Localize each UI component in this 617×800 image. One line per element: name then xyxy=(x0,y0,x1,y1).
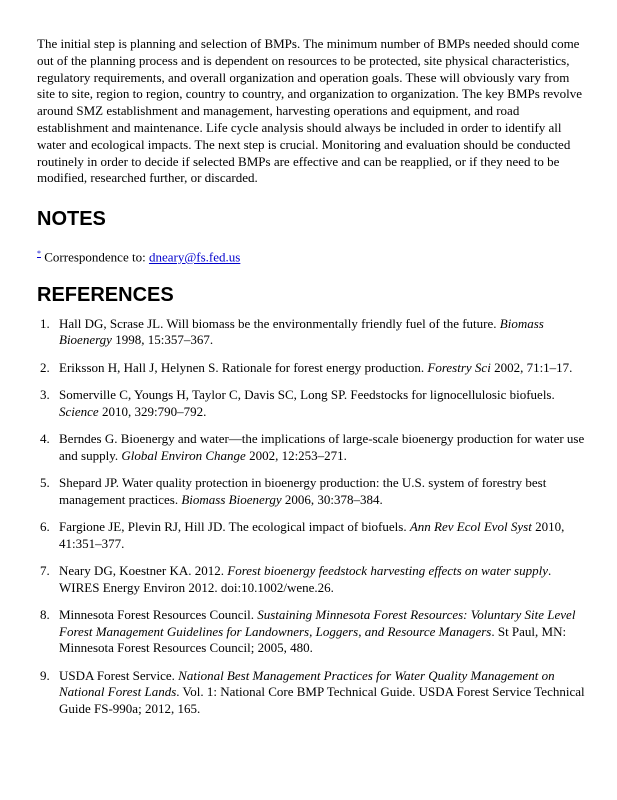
reference-source: Biomass Bioenergy xyxy=(59,315,544,347)
reference-item-3 xyxy=(37,387,587,420)
reference-number: 3. xyxy=(40,387,50,402)
reference-source: Forest bioenergy feedstock harvesting effects on water supply xyxy=(227,563,548,578)
note-marker-link[interactable]: * xyxy=(37,249,41,259)
reference-item-4 xyxy=(37,431,587,464)
reference-item-1 xyxy=(37,316,587,349)
reference-source: Global Environ Change xyxy=(121,447,246,463)
reference-number: 2. xyxy=(40,359,50,375)
reference-number: 6. xyxy=(40,519,50,534)
reference-number: 9. xyxy=(40,667,50,683)
reference-source: National Best Management Practices for Water Quality Management on National Forest Lands xyxy=(59,667,555,699)
notes-heading: NOTES xyxy=(37,208,106,231)
reference-number: 1. xyxy=(40,315,50,331)
reference-authors: Berndes G. Bioenergy and water—the implications of large-scale bioenergy production for water use and supply. xyxy=(59,431,585,463)
reference-authors: Neary DG, Koestner KA. 2012. xyxy=(59,563,228,578)
reference-authors: Somerville C, Youngs H, Taylor C, Davis SC, Long SP. Feedstocks for lignocellulosic biofuels. xyxy=(59,387,555,402)
reference-details: . St Paul, MN: Minnesota Forest Resources Council; 2005, 480. xyxy=(59,623,567,655)
reference-details: 1998, 15:357–367. xyxy=(111,332,214,347)
reference-number: 7. xyxy=(40,563,50,578)
correspondence-label: Correspondence to: xyxy=(44,249,146,265)
reference-source: Forestry Sci xyxy=(427,359,491,375)
reference-authors: USDA Forest Service. xyxy=(59,667,179,683)
reference-item-7 xyxy=(37,563,587,596)
reference-authors: Fargione JE, Plevin RJ, Hill JD. The ecological impact of biofuels. xyxy=(59,519,410,534)
reference-details: 2002, 71:1–17. xyxy=(490,359,573,375)
reference-authors: Minnesota Forest Resources Council. xyxy=(59,607,258,622)
references-heading: REFERENCES xyxy=(37,283,174,306)
reference-item-9 xyxy=(37,668,587,718)
reference-details: 2006, 30:378–384. xyxy=(281,491,383,507)
reference-source: Sustaining Minnesota Forest Resources: Voluntary Site Level Forest Management Guidelines for Landowners, Loggers, and Resource Managers xyxy=(59,607,576,639)
reference-number: 4. xyxy=(40,431,50,446)
reference-item-8 xyxy=(37,607,587,657)
reference-list xyxy=(37,316,587,718)
reference-source: Biomass Bioenergy xyxy=(181,491,282,507)
correspondence-note xyxy=(37,245,587,265)
note-marker xyxy=(37,247,41,259)
reference-number: 8. xyxy=(40,607,50,622)
reference-details: 2010, 329:790–792. xyxy=(98,403,207,419)
reference-source: Science xyxy=(59,403,99,419)
reference-details: . Vol. 1: National Core BMP Technical Guide. USDA Forest Service Technical Guide FS-990a; 2012, 165. xyxy=(59,684,585,716)
reference-authors: Shepard JP. Water quality protection in bioenergy production: the U.S. system of forestry best management practices. xyxy=(59,475,547,507)
reference-details: 2010, 41:351–377. xyxy=(59,519,565,551)
reference-authors: Hall DG, Scrase JL. Will biomass be the environmentally friendly fuel of the future. xyxy=(59,315,500,331)
reference-item-2 xyxy=(37,360,587,377)
reference-number: 5. xyxy=(40,475,50,490)
reference-details: . WIRES Energy Environ 2012. doi:10.1002/wene.26. xyxy=(59,563,552,595)
reference-source: Ann Rev Ecol Evol Syst xyxy=(409,519,532,534)
email-link[interactable]: dneary@fs.fed.us xyxy=(148,249,241,265)
reference-item-6 xyxy=(37,519,587,552)
reference-authors: Eriksson H, Hall J, Helynen S. Rationale for forest energy production. xyxy=(59,359,428,375)
reference-item-5 xyxy=(37,475,587,508)
reference-details: 2002, 12:253–271. xyxy=(245,447,347,463)
article-page xyxy=(37,36,587,728)
body-paragraph: The initial step is planning and selection of BMPs. The minimum number of BMPs needed should come out of the planning process and is dependent on resources to be protected, site physical characteristics, regulatory requirements, and overall organization and operation goals. These will obviously vary from site to site, region to region, country to country, and organization to organization. The key BMPs revolve around SMZ establishment and management, harvesting operations and equipment, and road establishment and maintenance. Life cycle analysis should always be included in order to identify all water and ecological impacts. The next step is crucial. Monitoring and evaluation should be conducted routinely in order to decide if selected BMPs are effective and can be reapplied, or if they need to be modified, researched further, or discarded. xyxy=(37,36,583,186)
